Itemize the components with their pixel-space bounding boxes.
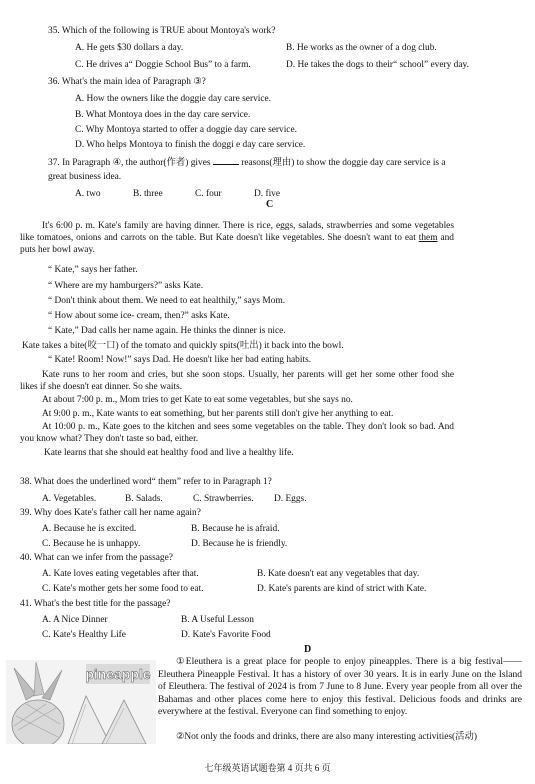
q35-option-a: A. He gets $30 dollars a day.: [75, 43, 184, 53]
section-c-heading: C: [266, 199, 274, 210]
q40-stem: 40. What can we infer from the passage?: [20, 553, 173, 563]
dialogue-line-5: “ Kate,” Dad calls her name again. He thinks the dinner is nice.: [48, 326, 286, 336]
q38-option-d: D. Eggs.: [274, 494, 307, 504]
room-sentence: “ Kate! Room! Now!” says Dad. He doesn't like her bad eating habits.: [48, 355, 312, 365]
q37-option-b: B. three: [133, 189, 163, 199]
pineapple-image: [6, 660, 156, 744]
at9-sentence: At 9:00 p. m., Kate wants to eat something, but her parents still don't give her anything to eat.: [42, 409, 394, 419]
q36-stem: 36. What's the main idea of Paragraph ③?: [48, 77, 206, 87]
q40-option-d: D. Kate's parents are kind of strict with Kate.: [257, 584, 427, 594]
q41-option-d: D. Kate's Favorite Food: [181, 630, 271, 640]
q41-option-c: C. Kate's Healthy Life: [42, 630, 126, 640]
page-footer: 七年级英语试题卷第 4 页共 6 页: [204, 763, 331, 773]
dialogue-line-3: “ Don't think about them. We need to eat healthily,” says Mom.: [48, 296, 286, 306]
q40-option-a: A. Kate loves eating vegetables after that.: [42, 569, 199, 579]
q37-option-d: D. five: [254, 189, 281, 199]
q37-stem-part1: 37. In Paragraph ④, the author(作者) gives: [48, 158, 213, 168]
q41-option-a: A. A Nice Dinner: [42, 615, 108, 625]
q38-option-b: B. Salads.: [125, 494, 163, 504]
q35-option-b: B. He works as the owner of a dog club.: [286, 43, 437, 53]
q36-option-b: B. What Montoya does in the day care service.: [75, 110, 251, 120]
section-c-paragraph-1: It's 6:00 p. m. Kate's family are having dinner. There is rice, eggs, salads, strawberries and some vegetables like tomatoes, onions and carrots on the table. But Kate doesn't like vegetables. She doesn't want to eat them and puts her bowl away.: [20, 221, 454, 256]
image-label-text: pineapple: [85, 666, 151, 682]
at7-sentence: At about 7:00 p. m., Mom tries to get Kate to eat some vegetables, but she says no.: [42, 395, 353, 405]
q35-option-d: D. He takes the dogs to their“ school” every day.: [286, 60, 469, 70]
q40-option-b: B. Kate doesn't eat any vegetables that day.: [257, 569, 420, 579]
bite-sentence: Kate takes a bite(咬一口) of the tomato and quickly spits(吐出) it back into the bowl.: [22, 341, 344, 351]
q37-stem-line2: great business idea.: [48, 172, 122, 182]
q40-option-c: C. Kate's mother gets her some food to eat.: [42, 584, 204, 594]
answer-blank: [213, 155, 239, 165]
q35-stem: 35. Which of the following is TRUE about Montoya's work?: [48, 26, 276, 36]
learns-sentence: Kate learns that she should eat healthy food and live a healthy life.: [44, 448, 294, 458]
dialogue-line-2: “ Where are my hamburgers?” asks Kate.: [48, 281, 204, 291]
q36-option-c: C. Why Montoya started to offer a doggie day care service.: [75, 125, 297, 135]
q41-stem: 41. What's the best title for the passage?: [20, 599, 171, 609]
dialogue-line-4: “ How about some ice- cream, then?” asks Kate.: [48, 311, 230, 321]
q39-option-c: C. Because he is unhappy.: [42, 539, 141, 549]
q37-option-a: A. two: [75, 189, 101, 199]
section-d-heading: D: [304, 644, 312, 655]
section-d-paragraph-2: ②Not only the foods and drinks, there are also many interesting activities(活动): [176, 732, 478, 742]
q35-option-c: C. He drives a“ Doggie School Bus” to a farm.: [75, 60, 251, 70]
pineapple-illustration: [6, 660, 156, 744]
underlined-word-them: them: [418, 233, 438, 244]
at10-paragraph: At 10:00 p. m., Kate goes to the kitchen and sees some vegetables on the table. They don't look so bad. And you know what? They don't taste so bad, either.: [20, 422, 454, 445]
section-d-paragraph-1: ①Eleuthera is a great place for people to enjoy pineapples. There is a big festival—— Eleuthera Pineapple Festival. It has a history of over 30 years. It is in early June on the Island of Eleuthera. The festival of 2024 is from 7 June to 8 June. Every year people from all over the Bahamas and other places come here to enjoy this festival. Delicious foods and drinks are everywhere at the festival. Everyone can find something to enjoy.: [158, 657, 522, 718]
dialogue-line-1: “ Kate,” says her father.: [48, 265, 138, 275]
q38-option-a: A. Vegetables.: [42, 494, 97, 504]
q39-option-b: B. Because he is afraid.: [191, 524, 280, 534]
q39-stem: 39. Why does Kate's father call her name again?: [20, 508, 201, 518]
q41-option-b: B. A Useful Lesson: [181, 615, 254, 625]
q37-stem: [48, 155, 446, 169]
q37-stem-part2: reasons(理由) to show the doggie day care service is a: [238, 158, 446, 168]
q38-stem: 38. What does the underlined word“ them” refer to in Paragraph 1?: [20, 477, 272, 487]
runs-paragraph: Kate runs to her room and cries, but she soon stops. Usually, her parents will get her some other food she likes if she doesn't eat dinner. So she waits.: [20, 370, 454, 393]
q37-option-c: C. four: [195, 189, 222, 199]
q39-option-a: A. Because he is excited.: [42, 524, 137, 534]
q36-option-d: D. Who helps Montoya to finish the doggi e day care service.: [75, 140, 306, 150]
q36-option-a: A. How the owners like the doggie day care service.: [75, 94, 272, 104]
q38-option-c: C. Strawberries.: [193, 494, 254, 504]
q39-option-d: D. Because he is friendly.: [191, 539, 288, 549]
